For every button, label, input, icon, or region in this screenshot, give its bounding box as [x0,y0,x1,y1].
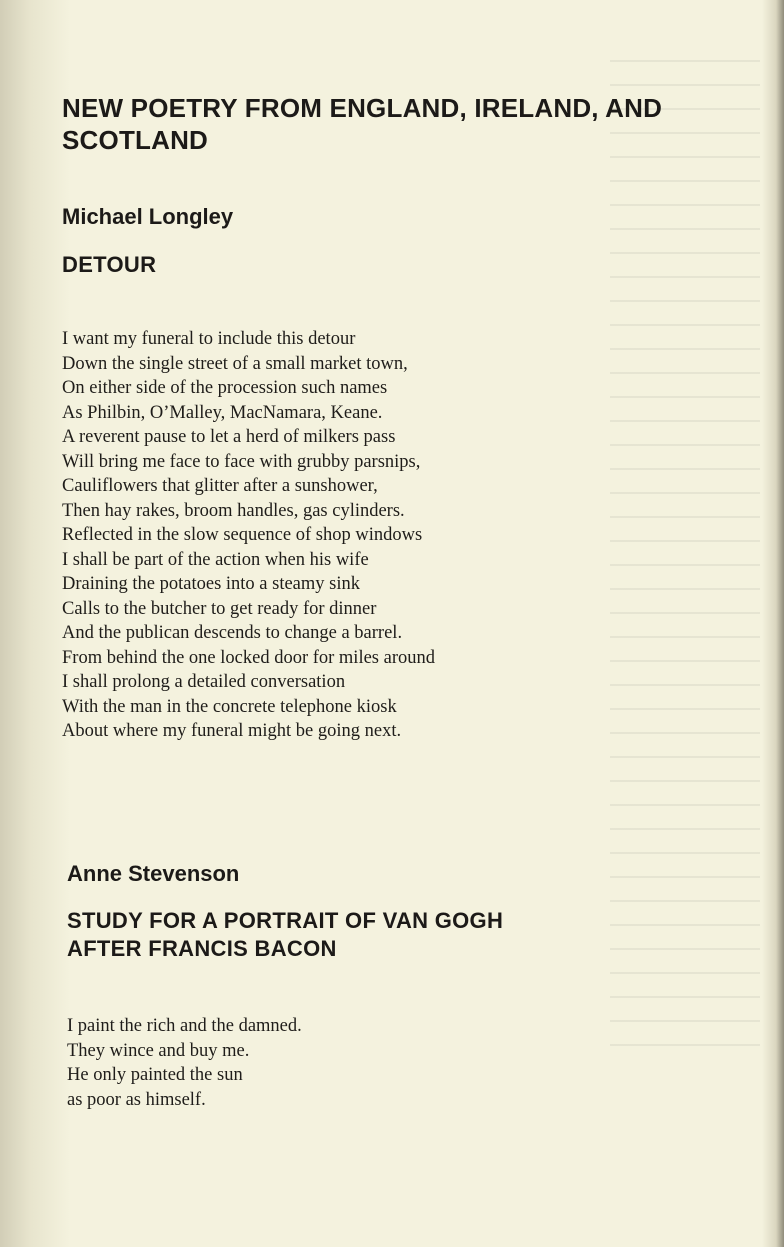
poem-line: And the publican descends to change a barrel. [62,623,403,643]
poem-line: Then hay rakes, broom handles, gas cylinders. [62,500,405,521]
poem1-title: DETOUR [62,252,157,277]
poem-line: From behind the one locked door for miles around [62,647,435,668]
poem-line: I shall prolong a detailed conversation [62,672,346,692]
section-title: NEW POETRY FROM ENGLAND, IRELAND, AND SCOTLAND [62,93,663,155]
poem-line: About where my funeral might be going next. [62,721,402,741]
poem-line: Calls to the butcher to get ready for dinner [62,598,377,619]
poem1-author: Michael Longley [62,204,234,229]
poem-line: With the man in the concrete telephone kiosk [62,696,397,717]
poem-line: He only painted the sun [67,1065,243,1085]
poem-line: as poor as himself. [67,1089,206,1110]
poem-line: They wince and buy me. [67,1040,250,1061]
poem-line: Will bring me face to face with grubby parsnips, [62,451,421,472]
poem-line: Reflected in the slow sequence of shop windows [62,525,423,545]
poem2-title [67,907,503,963]
poem2-author: Anne Stevenson [67,861,240,886]
poem-line: A reverent pause to let a herd of milkers pass [62,427,396,447]
poem-line: I want my funeral to include this detour [62,329,356,349]
poem-line: As Philbin, O’Malley, MacNamara, Keane. [62,402,383,423]
poem-line: I paint the rich and the damned. [67,1016,302,1036]
poem-line: Down the single street of a small market town, [62,353,408,374]
poem1-body [62,327,435,744]
poem2-title-line: STUDY FOR A PORTRAIT OF VAN GOGH [67,908,504,933]
poem-line: I shall be part of the action when his wife [62,549,369,570]
poem-line: Draining the potatoes into a steamy sink [62,574,360,594]
poem-line: Cauliflowers that glitter after a sunshower, [62,476,378,496]
poem2-title-line: AFTER FRANCIS BACON [67,936,337,961]
show-through-text [610,60,760,1060]
poem-line: On either side of the procession such names [62,378,388,398]
poem2-body [67,1014,302,1112]
